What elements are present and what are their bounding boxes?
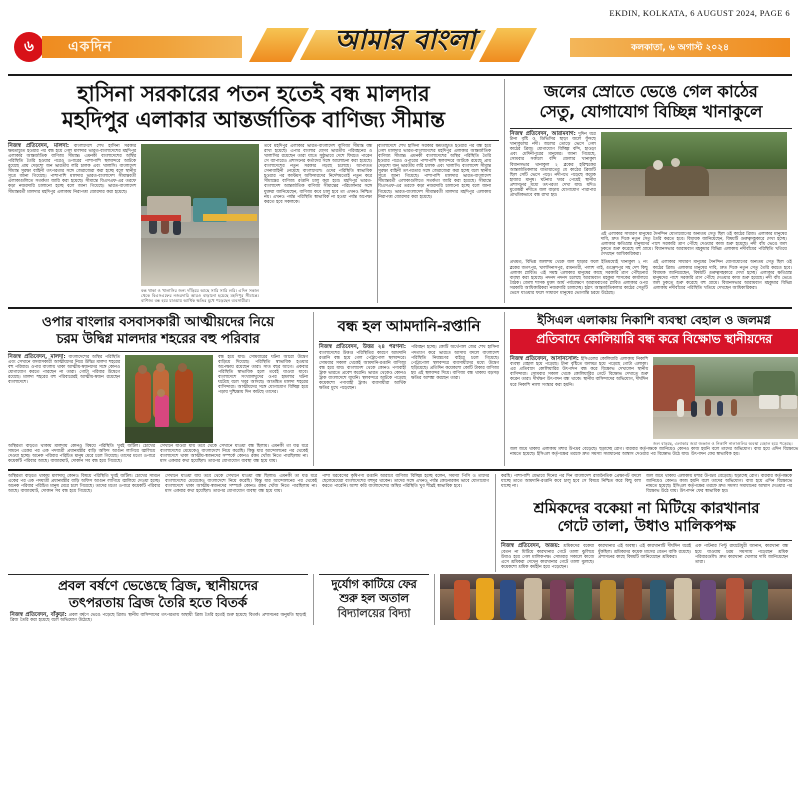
- flood-lower-col-1: [510, 260, 648, 298]
- lead-story: [8, 79, 499, 303]
- nameplate-title: আমার বাংলা: [334, 25, 476, 56]
- lead-col3-text: তবে মহদিপুর এলাকার ভারত-বাংলাদেশ বাণিজ্য সীমান্ত বন্ধ রাখা হয়েছে। এপার বাংলার যেসব ভারতীয় পরিবহনের ও খালাসির রয়েছেন তারা যাতে সুষ্ঠুভাবে দেশে ফিরতে পারেন সে ব্যাপারেও প্রশাসনের কর্তাদের সঙ্গে আলোচনা করা হয়েছে। বাংলাদেশের নতুন সরকার গড়ছে চলেছে। আপাতত সেনাবাহিনী নেমেছে বাংলাদেশে। ওদের পরিস্থিতি স্বাভাবিক হওয়ার পর কাস্টমস্ অফিসারদের নির্দেশমতোই নতুন করে সীমান্তের বাণিজ্য রপ্তানি চালু করা হবে। মহদিপুর ভারত-বাংলাদেশ আন্তর্জাতিক বাণিজ্য সীমান্তের পরিচালনার সঙ্গে যুক্তরা জানিয়েছেন, বাণিজ্য কবে চালু হবে তা এখনও নিশ্চিত নয়। এখনও পর্যন্ত পরিস্থিতি স্বাভাবিক না হওয়া পর্যন্ত অপেক্ষা করতে হবে সকলকে।: [264, 143, 372, 205]
- relatives-columns: [8, 355, 308, 443]
- relatives-column-3: [218, 355, 308, 443]
- family-photo: [125, 355, 213, 443]
- relatives-body4-text: সেখানে যাওয়া যায় তবে থেকে সেখানে যাওয়া বন্ধ ছিলাম। এমনকী তা যত্ন ধরে বাংলাদেশের মেয়েকেও বাংলাদেশে নিয়ে করেছি। কিন্তু যার আন্দোলনের পর থেকেই বাংলাদেশে থাকা আত্মীয়-স্বজনদের সম্পর্কে কোনও রকম খোঁজ নিতে পারছিলাম না। মাস একবার কথা হয়েছিল। তারপর যোগাযোগ ব্যবস্থা বন্ধ হয়ে যায়।: [160, 443, 308, 465]
- relatives-column-1: [8, 355, 120, 443]
- trade-column-1: [319, 345, 406, 393]
- festival-headline-line3: বিদ্যালয়ের বিদ্যা: [337, 605, 411, 620]
- ecl-byline: নিজস্ব প্রতিবেদন, আসানসোল:: [510, 356, 579, 363]
- bridge-story: [8, 574, 308, 625]
- lead-col1-text: বাংলাদেশে শেখ হাসিনা সরকার ক্ষমতাচ্যুত হওয়ার পর বন্ধ হয়ে গেল মালদার ভারত-বাংলাদেশের মহদিপুর এলাকার আন্তর্জাতিক বাণিজ্য সীমান্ত। এমনকী বাংলাদেশের অস্থির পরিস্থিতি তৈরি হওয়ার পরেও ওপারের পাশাপাশি স্থলবন্দরে আটকে রয়েছে প্রায় দেড়শো জন ভারতীয় লরি চালক এবং খালাসি। বাংলাদেশ সীমান্ত সুরক্ষা বাহিনী তৎপরতার সঙ্গে জেরাজেরা করা হচ্ছে বলে স্থানীয় সূত্রে জানা গিয়েছে। পাশাপাশি মালদার ভারত-বাংলাদেশ সীমান্তবর্তী এলাকাগুলিতে সতর্কতা জারি করা হয়েছে। সীমান্তে বিএসএফ-এর তরফে কড়া নজরদারি চালানো হচ্ছে বলে জানা গিয়েছে। ভারত-বাংলাদেশ সীমান্তবর্তী মালদার মহদিপুর এলাকায় নিরাপত্তা জোরদার করা হয়েছে।: [8, 143, 136, 195]
- lower-divider-1: [495, 474, 496, 572]
- workers-column-3: [695, 544, 788, 571]
- ecl-column-1: [510, 357, 648, 446]
- festival-story: [319, 574, 429, 625]
- lead-column-4: [377, 144, 491, 303]
- workers-headline-line1: শ্রমিকদের বকেয়া না মিটিয়ে কারখানার: [533, 498, 760, 517]
- top-block: [8, 79, 792, 303]
- edition-line-english: EKDIN, KOLKATA, 6 AUGUST 2024, PAGE 6: [609, 8, 790, 18]
- workers-headline-line2: গেটে তালা, উধাও মালিকপক্ষ: [557, 517, 736, 536]
- bridge-headline-line2: তৎপরতায় ব্রিজ তৈরি হতে বিতর্ক: [68, 594, 248, 611]
- middle-divider-2: [504, 312, 505, 466]
- festival-headline-line2: শুরু হল অতাল: [339, 591, 409, 606]
- lower-left-col3-text: পাশা ধরবেসের কৃষিপণ্য রপ্তানি আরাবে বাণিজ্য বিচ্ছিন্ন হচ্ছে বলেন, সমস্যা পিসি ও তাদের ছেলেমেয়েরা বাংলাদেশের বহুদূর থাকেন। তাদের সঙ্গে এখনও পর্যন্ত কোনোরকম ভাবে যোগাযোগ করতে পারেনি। আশা করি বাংলাদেশের অস্থির পরিস্থিতি খুব শীঘ্রই স্বাভাবিক হবে।: [322, 474, 489, 490]
- lower-rule: [8, 469, 792, 471]
- relatives-col2-text: বন্ধ হয়ে যায়। সোমবারের ঘটনা আরো উদ্বেগ বাড়িয়ে দিয়েছে। পরিস্থিতি স্বাভাবিক হওয়ার অপেক্ষায় রয়েছেন তারা। সাত বছর আগে। একবার পরিস্থিতি স্বাভাবিক হলে তবেই যাওয়া যাবে। বাংলাদেশে সংখ্যালঘুদের ওপর হামলার ঘটনা ঘটেছে বলে খবর আসছে। আতঙ্কিত মালদা শহরের বাসিন্দারা। আত্মীয়দের সঙ্গে যোগাযোগ বিচ্ছিন্ন হয়ে পড়ায় দুশ্চিন্তায় দিন কাটছে তাদের।: [218, 354, 308, 396]
- workers-col2-text: কারখানার এই অবস্থা। এই কারখানাটি দীর্ঘদিন ধরেই ধুঁকছিল। শ্রমিকদের কয়েক মাসের বেতন বাকি রয়েছে। প্রশাসনের কাছে বিষয়টি জানিয়েছেন শ্রমিকরা।: [598, 544, 691, 560]
- lead-column-2: [141, 144, 259, 303]
- ecl-story: [510, 312, 798, 466]
- workers-column-1: [501, 544, 594, 571]
- brand-left-label: একদিন: [68, 39, 113, 55]
- ecl-photo-caption: জল বাড়ছে, এলাকার জমা জঞ্জাল ও নিকাশি নালাগুলির অবস্থা বেহাল হয়ে পড়েছে।: [653, 441, 793, 447]
- lead-columns: [8, 144, 499, 303]
- lead-column-1: [8, 144, 136, 303]
- workers-intro-text-2: জল জমে থাকায় এলাকায় মশার উপদ্রব বেড়েছে। ছড়াচ্ছে রোগ। বারবার কর্তৃপক্ষকে জানিয়েও কোনও কাজ হয়নি বলে তাদের অভিযোগ। বাধ্য হয়ে এদিন বিক্ষোভে নামতে হয়েছে। ইসিএল কর্তৃপক্ষের তরফে দ্রুত সমস্যা সমাধানের আশ্বাস দেওয়ার পর বিক্ষোভ উঠে যায়। উৎপাদন ফের স্বাভাবিক হয়।: [646, 474, 792, 495]
- middle-divider-1: [313, 312, 314, 466]
- lead-col4-text: বাংলাদেশে শেখ হাসিনা সরকার ক্ষমতাচ্যুত হওয়ার পর বন্ধ হয়ে গেল মালদার ভারত-বাংলাদেশের মহদিপুর এলাকার আন্তর্জাতিক বাণিজ্য সীমান্ত। এমনকী বাংলাদেশের অস্থির পরিস্থিতি তৈরি হওয়ার পরেও ওপারের পাশাপাশি স্থলবন্দরে আটকে রয়েছে প্রায় দেড়শো জন ভারতীয় লরি চালক এবং খালাসি। বাংলাদেশ সীমান্ত সুরক্ষা বাহিনী তৎপরতার সঙ্গে জেরাজেরা করা হচ্ছে বলে স্থানীয় সূত্রে জানা গিয়েছে। পাশাপাশি মালদার ভারত-বাংলাদেশ সীমান্তবর্তী এলাকাগুলিতে সতর্কতা জারি করা হয়েছে। সীমান্তে বিএসএফ-এর তরফে কড়া নজরদারি চালানো হচ্ছে বলে জানা গিয়েছে। ভারত-বাংলাদেশ সীমান্তবর্তী মালদার মহদিপুর এলাকায় নিরাপত্তা জোরদার করা হয়েছে।: [378, 143, 491, 200]
- edition-date-bar: [570, 38, 790, 57]
- middle-block: [8, 312, 798, 466]
- bottom-strip: [8, 574, 792, 625]
- flood-headline-line1: জলের স্রোতে ভেঙে গেল কাঠের: [544, 82, 758, 101]
- relatives-headline-line1: ওপার বাংলার বসবাসকারী আত্মীয়দের নিয়ে: [41, 313, 275, 330]
- workers-story: [501, 474, 792, 572]
- workers-col3-text: এক পাটনার পিন্টু রায়চৌধুরী জানান, কারখানা বন্ধ হয়ে যাওয়ায় চরম সমস্যায় পড়েছেন শ্রমিক পরিবারগুলি। দ্রুত কারখানা খোলার দাবি জানিয়েছেন তারা।: [695, 544, 788, 565]
- lead-column-3: [264, 144, 372, 303]
- flood-body2-text: প্রথমত, বিভিন্ন জলাশয় থেকে জল ছাড়ার ফলে ইতিমধ্যেই খানাকুল ২ নং ব্লকের জগৎপুর, খালসিনাসপুর, রামনগরী, পলাশ গাই, গুঞ্জেশপুর সহ দেশ কিছু এলাকা প্লাবিত। এই সমস্ত এলাকার মানুষের কাছে সরকারি ত্রাণ পৌঁছনোর ব্যবস্থা করা হয়েছে। নদনদ নদনদ চলেছে আরামবাগ মহকুমা শাসকের কার্যালয়ে বৈঠক। জেলা শাসক মুক্তা আর্য পর্যবেক্ষণে আরামবাগের প্লাবিত এলাকার ওপর সরকারি আধিকারিকরা নজরদারি চালাচ্ছে। হঠাৎ আন্তর্জাতিকলার কাঠের সেতুটি ভেসে যাওয়ার ফলে সাধারণ মানুষের ভোগান্তি চরমে উঠেছে।: [509, 260, 648, 296]
- bridge-headline-line1: প্রবল বর্ষণে ভেঙেছে ব্রিজ, স্থানীয়দের: [57, 577, 258, 594]
- workers-col1-text: শ্রমিকদের বকেয়া বেতন না মিটিয়ে কারখানার গেটে তালা ঝুলিয়ে উধাও হয়ে গেল মালিকপক্ষ। সোমবার সকালে কাজে এসে শ্রমিকরা দেখেন কারখানার গেটে তালা ঝুলছে। কয়েকশো শ্রমিক কর্মহীন হয়ে পড়েছেন।: [501, 544, 594, 570]
- lower-left-col-1: [8, 474, 160, 496]
- relatives-headline-line2: চরম উদ্বিগ্ন মালদার শহরের বহু পরিবার: [56, 330, 260, 347]
- relatives-byline: নিজস্ব প্রতিবেদন, মালদা:: [8, 353, 66, 360]
- workers-top-columns: [501, 474, 792, 496]
- trade-columns: [319, 345, 499, 393]
- flood-column-2: [601, 132, 787, 259]
- lead-photo-caption: বন্ধ থাকা ও খালাসির জন্য দাঁড়িয়ে আছে সারি সারি লরি। এদিন সকাল থেকে বিএসএফের নজরদারি আরও বাড়ানো হয়েছে মহদিপুর সীমান্তে। বাণিজ্য বন্ধ হয়ে যাওয়ায় আর্থিক ক্ষতির মুখে পড়েছেন ব্যবসায়ীরা।: [141, 287, 259, 303]
- mid-rule: [8, 307, 792, 309]
- ecl-red-headline: প্রতিবাদে কোলিয়ারি বন্ধ করে বিক্ষোভ স্থানীয়দের: [510, 329, 798, 354]
- bottom-divider-2: [434, 574, 435, 625]
- bottom-divider-1: [313, 574, 314, 625]
- trade-col2-text: পরিবহন হচ্ছে। কোটি অর্থেপাল জের শেখ হাসিনা পদত্যাগ করে ভারতে আসায় বদলে বাংলাদেশ পরিস্থিতি নিয়ন্ত্রণের বাইরে চলে গিয়েছে। পেট্রাপোল স্থলবন্দরে ব্যবসায়ীদের মধ্যে উদ্বেগ ছড়িয়েছে। প্রতিদিন কয়েকশো কোটি টাকার বাণিজ্য হয় এই স্থলবন্দর দিয়ে। বাণিজ্য বন্ধ থাকায় বড়সড় ক্ষতির আশঙ্কা করছেন তারা।: [411, 345, 499, 381]
- workers-intro-col-1: [501, 474, 641, 496]
- workers-columns: [501, 544, 792, 571]
- lower-left-col2-text: সেখানে যাওয়া যায় তবে থেকে সেখানে যাওয়া বন্ধ ছিলাম। এমনকী তা যত্ন ধরে বাংলাদেশের মেয়েকেও বাংলাদেশে নিয়ে করেছি। কিন্তু যার আন্দোলনের পর থেকেই বাংলাদেশে থাকা আত্মীয়-স্বজনদের সম্পর্কে কোনও রকম খোঁজ নিতে পারছিলাম না। মাস একবার কথা হয়েছিল। তারপর যোগাযোগ ব্যবস্থা বন্ধ হয়ে যায়।: [165, 474, 317, 495]
- trade-headline: বন্ধ হল আমদানি-রপ্তানি: [337, 316, 481, 335]
- brand-bar: [42, 36, 242, 58]
- flood-body2b-text: এই এলাকার সাধারণ মানুষের দৈনন্দিন যোগাযোগের অন্যতম সেতু ছিল ওই কাঠের ব্রিজ। এলাকার মানুষের দাবি, দ্রুত দিকে নতুন সেতু তৈরি করতে হবে। বিধায়ক জানিয়েছেন, বিষয়টি গুরুত্বসহকারে দেখা হচ্ছে। এলাকার ক্ষতিগ্রস্ত মানুষদের পাশে সরকারি ত্রাণ পৌঁছে দেওয়ার কাজ শুরু হয়েছে। নদী বাঁধ ভেঙে জল ঢুকতে শুরু করেছে বহু গ্রামে। বিধানসভার আরামবাগ মহকুমার বিভিন্ন এলাকায় নদীবাঁধের পরিস্থিতি খতিয়ে দেখছেন আধিকারিকরা।: [652, 260, 792, 291]
- flood-columns: [510, 132, 792, 259]
- lead-headline-line2: মহদিপুর এলাকার আন্তর্জাতিক বাণিজ্য সীমান্ত: [61, 108, 445, 134]
- edition-line-bengali: কলকাতা, ৬ অগাস্ট ২০২৪: [631, 43, 729, 53]
- ecl-col1-text: ইসিএলের কোলিয়ারি এলাকায় নিকাশি ব্যবস্থা বেহাল হয়ে পড়েছে। টানা বৃষ্টিতে জলমগ্ন হয়ে পড়েছে গোটা এলাকা। এর প্রতিবাদে কোলিয়ারির উৎপাদন বন্ধ করে বিক্ষোভ দেখালেন স্থানীয় বাসিন্দারা। সোমবার সকাল থেকে কোলিয়ারির গেটে বিক্ষোভ দেখাতে শুরু করেন তারা। দীর্ঘক্ষণ উৎপাদন বন্ধ থাকে। স্থানীয় বাসিন্দাদের অভিযোগ, দীর্ঘদিন ধরে নিকাশি নালা সংস্কার করা হয়নি।: [510, 357, 648, 388]
- broken-bridge-flood-photo: [601, 132, 787, 230]
- ekdin-badge-icon: ৬: [14, 32, 44, 62]
- lead-headline-line1: হাসিনা সরকারের পতন হতেই বন্ধ মালদার: [77, 82, 430, 107]
- relatives-lower-columns: [8, 444, 308, 466]
- lower-left-continuation: [8, 474, 490, 572]
- border-gate-photo: [141, 144, 259, 286]
- bridge-body-text: প্রবল বর্ষণে ভেঙে পড়েছে ব্রিজ। স্থানীয় বাসিন্দাদের তৎপরতায় অস্থায়ী ব্রিজ তৈরি হতেই শুরু হয়েছে বিতর্ক। প্রশাসনের অনুমতি ছাড়াই ব্রিজ তৈরি করা হয়েছে বলে অভিযোগ উঠেছে।: [10, 612, 306, 624]
- workers-intro-text: করছি। পাশাপাশি যেভাবে দিনের পর দিন বাংলাদেশ রাজনৈতিক প্রেক্ষাপট বদলে যাচ্ছে তাতে আমদানি-রপ্তানি কবে চালু হবে সে বিষয়ে নিশ্চিত করে কিছু বলা যাচ্ছে না।: [501, 474, 641, 490]
- ecl-kicker: ইসিএল এলাকায় নিকাশি ব্যবস্থা বেহাল ও জলমগ্ন: [537, 312, 771, 327]
- flood-headline-line2: সেতু, যোগাযোগ বিচ্ছিন্ন খানাকুলে: [539, 102, 763, 122]
- relatives-body3-text: অস্থিরতা বাড়তে থাকায় মালদায় কোনও বিষয়ে পরিস্থিতি খুবই জটিল। চোখের সামনে একের পর এক পদযাত্রী প্রধানমন্ত্রীর বাড়ি অফিস আগুন লাগিয়ে জ্বালিয়ে দেওয়া হচ্ছে। অনেক পরিবার পরিচিত মানুষ মেরে চলে গিয়েছে। তাদের মতো ওপারে কয়েকটি পরিবার আছে। বাজারঘাট, দোকান সব বন্ধ হয়ে গিয়েছে।: [8, 443, 155, 465]
- masthead: [8, 0, 792, 72]
- lower-left-col1-text: অস্থিরতা বাড়তে থাকায় মালদায় কোনও বিষয়ে পরিস্থিতি খুবই জটিল। চোখের সামনে একের পর এক পদযাত্রী প্রধানমন্ত্রীর বাড়ি অফিস আগুন লাগিয়ে জ্বালিয়ে দেওয়া হচ্ছে। অনেক পরিবার পরিচিত মানুষ মেরে চলে গিয়েছে। তাদের মতো ওপারে কয়েকটি পরিবার আছে। বাজারঘাট, দোকান সব বন্ধ হয়ে গিয়েছে।: [8, 474, 160, 495]
- bazaar-crowd-photo: [440, 574, 792, 620]
- relatives-col1-text: বাংলাদেশের অস্থির পরিস্থিতি এবং সেখানে বসবাসকারী আত্মীয়দের নিয়ে উদ্বিগ্ন মালদা শহরের বহু পরিবার। ওপার বাংলায় থাকা আত্মীয়-স্বজনদের সঙ্গে কোনও যোগাযোগ করতে পারছেন না তারা। গোটা পরিবার উদ্বেগে রয়েছে। মালদা শহরের বহু পরিবারেরই আত্মীয়-স্বজন রয়েছেন বাংলাদেশে।: [8, 354, 120, 386]
- workers-intro-col-2: [646, 474, 792, 496]
- flood-byline: নিজস্ব প্রতিবেদন, আরামবাগ:: [509, 130, 576, 137]
- lower-left-columns: [8, 474, 490, 496]
- trade-byline: নিজস্ব প্রতিবেদন, উত্তর ২৪ পরগনা:: [319, 344, 406, 351]
- bridge-byline: নিজস্ব প্রতিবেদন, বাঁকুড়া:: [10, 611, 67, 618]
- relatives-lower-col-2: [160, 444, 308, 466]
- ecl-column-2: [653, 357, 798, 446]
- trade-column-2: [411, 345, 499, 393]
- ecl-column-3: [510, 447, 798, 457]
- relatives-lower-col-1: [8, 444, 155, 466]
- lead-byline: নিজস্ব প্রতিবেদন, মালদা:: [8, 142, 70, 149]
- colliery-protest-photo: [653, 357, 798, 439]
- flood-lower-columns: [510, 260, 792, 298]
- festival-headline-line1: দুর্যোগ কাটিয়ে ফের: [331, 576, 417, 591]
- flood-lower-col-2: [653, 260, 792, 298]
- top-vertical-divider: [504, 79, 505, 303]
- relatives-column-2: [125, 355, 213, 443]
- trade-col1-text: বাংলাদেশের উত্তপ্ত পরিস্থিতির কারণে আমদানি রপ্তানি বন্ধ হয়ে গেল পেট্রাপোল স্থলবন্দরে। সোমবার সকাল থেকেই আমদানি-রপ্তানি বাণিজ্য বন্ধ হয়ে যায়। বাংলাদেশ থেকে কোনও পণ্যবাহী ট্রাক ভারতে প্রবেশ করেনি। ভারত থেকেও কোনও ট্রাক বাংলাদেশে যায়নি। স্থলবন্দরে আটকে পড়েছে কয়েকশো পণ্যবাহী ট্রাক। ব্যবসায়ীরা আর্থিক ক্ষতির মুখে পড়েছেন।: [319, 350, 406, 392]
- bottom-photo-wrap: [440, 574, 792, 625]
- flood-col1-text: দুদিন ধরে টানা বৃষ্টি ও ডিভিসির ছাড়া জলে ফুঁসছে খানাকুলের নদী। জলের তোড়ে ভেসে গেল কাঠের ব্রিজ। যোগাযোগ বিচ্ছিন্ন বন্দি, হাওড়া এবং মেদিনীপুরের মানুষের। জানা গিয়েছে, সোমবার সকালে বন্দি জেলার খানাকুল বিধানসভার থানাকুল ২ ব্লকের হরিশ্চকের আন্তর্জাতিকলার যাতায়াতের যে কাঠের ব্রিজটি ছিল সেটি ভেসে পড়ে। নদীপথে পড়েছে কয়েক হাজার মানুষ। ঘটনার খবর পেয়েই স্থানীয় প্রশাসনের মধ্যে তৎপরতা দেখা যায়। যদিও মুণ্ডেশ্বরী নদীতে জল বাড়ায় যোগাযোগ পারাপার প্রাথমিকভাবে বন্ধ রাখা হয়।: [509, 131, 596, 199]
- lower-left-col-2: [165, 474, 317, 496]
- masthead-rule: [8, 74, 792, 76]
- relatives-story: [8, 312, 308, 466]
- ecl-columns: [510, 357, 798, 446]
- flood-column-1: [510, 132, 596, 259]
- lower-block: [8, 474, 792, 572]
- flood-col2-text: এই এলাকার সাধারণ মানুষের দৈনন্দিন যোগাযোগের অন্যতম সেতু ছিল ওই কাঠের ব্রিজ। এলাকার মানুষের দাবি, দ্রুত দিকে নতুন সেতু তৈরি করতে হবে। বিধায়ক জানিয়েছেন, বিষয়টি গুরুত্বসহকারে দেখা হচ্ছে। এলাকার ক্ষতিগ্রস্ত মানুষদের পাশে সরকারি ত্রাণ পৌঁছে দেওয়ার কাজ শুরু হয়েছে। নদী বাঁধ ভেঙে জল ঢুকতে শুরু করেছে বহু গ্রামে। বিধানসভার আরামবাগ মহকুমার বিভিন্ন এলাকায় নদীবাঁধের পরিস্থিতি খতিয়ে দেখছেন আধিকারিকরা।: [600, 231, 787, 258]
- workers-column-2: [598, 544, 691, 571]
- trade-story: [319, 312, 499, 466]
- lower-left-col-3: [322, 474, 489, 496]
- flood-story: [510, 79, 792, 303]
- ecl-col2-text: জল জমে থাকায় এলাকায় মশার উপদ্রব বেড়েছে। ছড়াচ্ছে রোগ। বারবার কর্তৃপক্ষকে জানিয়েও কোনও কাজ হয়নি বলে তাদের অভিযোগ। বাধ্য হয়ে এদিন বিক্ষোভে নামতে হয়েছে। ইসিএল কর্তৃপক্ষের তরফে দ্রুত সমস্যা সমাধানের আশ্বাস দেওয়ার পর বিক্ষোভ উঠে যায়। উৎপাদন ফের স্বাভাবিক হয়।: [510, 447, 798, 458]
- workers-byline: নিজস্ব প্রতিবেদন, অজয়:: [501, 543, 560, 550]
